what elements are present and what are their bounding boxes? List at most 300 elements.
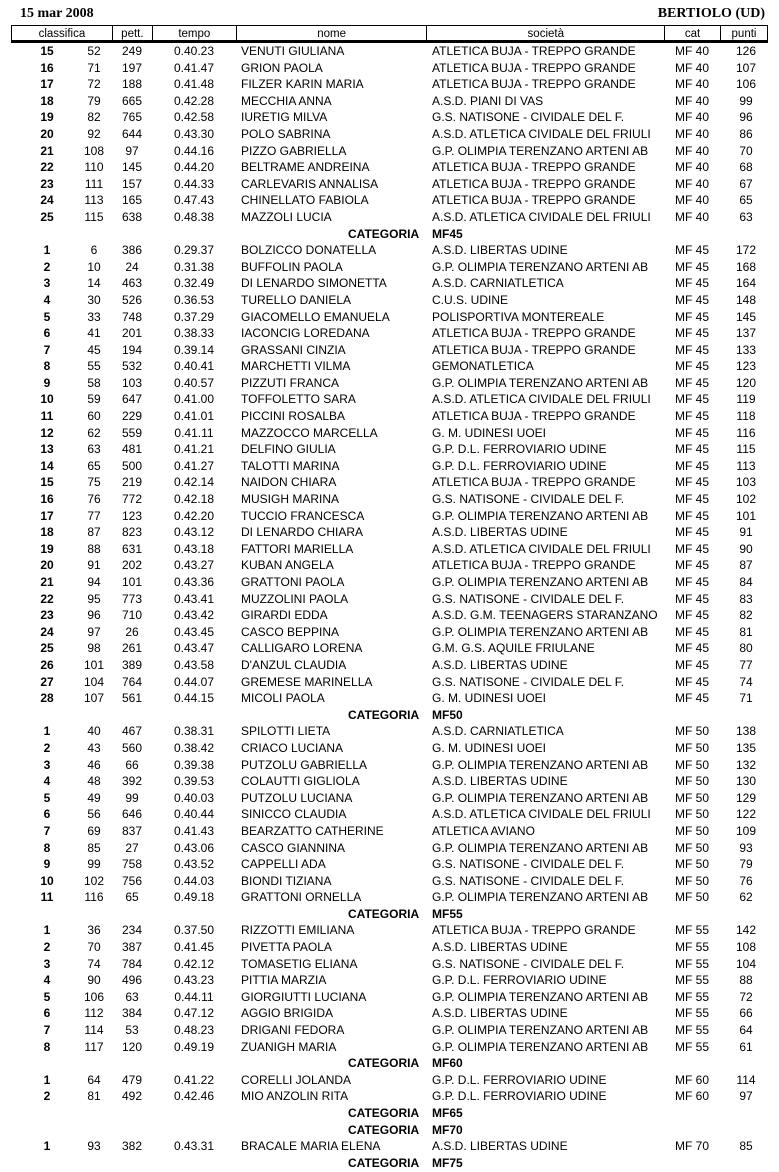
overall-place: 88 — [87, 541, 101, 556]
category-code: MF 40 — [675, 60, 710, 75]
table-row — [0, 126, 779, 143]
points: 132 — [735, 757, 757, 772]
athlete-name: GIACOMELLO EMANUELA — [241, 309, 390, 324]
club-name: A.S.D. ATLETICA CIVIDALE DEL FRIULI — [432, 392, 651, 407]
overall-place: 81 — [87, 1089, 101, 1104]
overall-place: 96 — [87, 608, 101, 623]
category-code: MF 45 — [675, 525, 710, 540]
category-code: MF 50 — [675, 890, 710, 905]
athlete-name: BELTRAME ANDREINA — [241, 160, 370, 175]
club-name: G.P. D.L. FERROVIARIO UDINE — [432, 1072, 607, 1087]
table-row — [0, 60, 779, 77]
club-name: A.S.D. LIBERTAS UDINE — [432, 243, 568, 258]
points: 168 — [735, 259, 757, 274]
points: 142 — [735, 923, 757, 938]
table-row — [0, 192, 779, 209]
rank: 18 — [40, 93, 54, 108]
table-row — [0, 823, 779, 840]
athlete-name: PIZZO GABRIELLA — [241, 143, 347, 158]
athlete-name: MUZZOLINI PAOLA — [241, 591, 349, 606]
table-row — [0, 259, 779, 276]
category-code: MF 60 — [675, 1089, 710, 1104]
table-row — [0, 474, 779, 491]
rank: 24 — [40, 624, 54, 639]
club-name: G.S. NATISONE - CIVIDALE DEL F. — [432, 591, 625, 606]
category-heading — [0, 906, 779, 923]
club-name: G.S. NATISONE - CIVIDALE DEL F. — [432, 956, 625, 971]
rank: 1 — [43, 1139, 51, 1154]
points: 101 — [735, 508, 757, 523]
points: 61 — [739, 1039, 753, 1054]
club-name: G.P. OLIMPIA TERENZANO ARTENI AB — [432, 508, 649, 523]
time: 0.38.42 — [173, 740, 215, 755]
col-pett: pett. — [112, 26, 152, 42]
table-row — [0, 209, 779, 226]
time: 0.43.31 — [173, 1139, 215, 1154]
athlete-name: GRASSANI CINZIA — [241, 342, 346, 357]
points: 84 — [739, 575, 753, 589]
col-societa: società — [427, 26, 665, 42]
overall-place: 60 — [87, 409, 101, 424]
rank: 2 — [43, 740, 51, 755]
bib-number: 386 — [121, 243, 143, 258]
overall-place: 77 — [87, 508, 101, 523]
bib-number: 631 — [121, 541, 143, 556]
rank: 15 — [40, 44, 54, 58]
table-row — [0, 989, 779, 1006]
athlete-name: PITTIA MARZIA — [241, 973, 327, 988]
bib-number: 467 — [121, 724, 143, 739]
category-code: MF 45 — [675, 508, 710, 523]
rank: 5 — [43, 790, 51, 805]
athlete-name: IACONCIG LOREDANA — [241, 326, 370, 341]
points: 86 — [739, 126, 753, 141]
overall-place: 116 — [84, 890, 104, 905]
athlete-name: FATTORI MARIELLA — [241, 541, 354, 556]
rank: 6 — [43, 1006, 51, 1021]
bib-number: 559 — [121, 425, 143, 440]
rank: 20 — [40, 126, 54, 141]
rank: 25 — [40, 209, 54, 224]
table-row — [0, 557, 779, 574]
points: 148 — [735, 292, 757, 307]
category-heading — [0, 1105, 779, 1122]
time: 0.42.58 — [173, 110, 215, 125]
points: 145 — [735, 309, 757, 324]
athlete-name: TALOTTI MARINA — [241, 458, 340, 473]
rank: 23 — [40, 176, 54, 191]
time: 0.42.12 — [173, 956, 215, 971]
category-code: MF 45 — [675, 326, 710, 341]
points: 79 — [739, 857, 753, 872]
club-name: G.P. OLIMPIA TERENZANO ARTENI AB — [432, 143, 649, 158]
table-row — [0, 574, 779, 591]
category-value: MF65 — [432, 1106, 463, 1120]
points: 96 — [739, 110, 753, 125]
athlete-name: FILZER KARIN MARIA — [241, 77, 364, 92]
bib-number: 194 — [121, 342, 143, 357]
athlete-name: DI LENARDO SIMONETTA — [241, 276, 387, 291]
category-code: MF 50 — [675, 757, 710, 772]
table-row — [0, 690, 779, 707]
athlete-name: CALLIGARO LORENA — [241, 641, 363, 656]
time: 0.42.18 — [173, 492, 215, 507]
club-name: G.P. OLIMPIA TERENZANO ARTENI AB — [432, 375, 649, 390]
time: 0.41.11 — [174, 425, 214, 440]
points: 91 — [739, 525, 753, 540]
category-code: MF 45 — [675, 442, 710, 457]
athlete-name: DRIGANI FEDORA — [241, 1023, 345, 1038]
rank: 17 — [40, 77, 54, 92]
rank: 2 — [43, 259, 51, 274]
category-code: MF 55 — [675, 956, 710, 971]
club-name: A.S.D. CARNIATLETICA — [432, 724, 564, 739]
table-row — [0, 358, 779, 375]
overall-place: 55 — [87, 359, 101, 374]
points: 74 — [739, 674, 753, 689]
points: 113 — [736, 458, 756, 473]
bib-number: 496 — [121, 973, 143, 988]
bib-number: 823 — [121, 525, 143, 540]
table-row — [0, 740, 779, 757]
table-row — [0, 309, 779, 326]
club-name: G.P. OLIMPIA TERENZANO ARTENI AB — [432, 757, 649, 772]
rank: 21 — [40, 143, 54, 158]
overall-place: 91 — [87, 558, 101, 573]
overall-place: 49 — [87, 790, 101, 805]
category-code: MF 45 — [675, 475, 710, 490]
overall-place: 115 — [84, 209, 104, 224]
category-code: MF 50 — [675, 740, 710, 755]
table-row — [0, 889, 779, 906]
table-row — [0, 624, 779, 641]
category-code: MF 70 — [675, 1139, 710, 1154]
table-row — [0, 275, 779, 292]
rank: 19 — [40, 110, 54, 125]
time: 0.44.03 — [173, 873, 215, 888]
time: 0.39.38 — [173, 757, 215, 772]
category-code: MF 45 — [675, 575, 710, 589]
bib-number: 197 — [121, 60, 143, 75]
category-code: MF 40 — [675, 93, 710, 108]
category-value: MF55 — [432, 906, 463, 921]
points: 104 — [735, 956, 757, 971]
club-name: G.P. D.L. FERROVIARIO UDINE — [432, 458, 607, 473]
club-name: ATLETICA BUJA - TREPPO GRANDE — [432, 193, 636, 208]
points: 87 — [739, 558, 753, 573]
club-name: G.S. NATISONE - CIVIDALE DEL F. — [432, 857, 625, 872]
points: 66 — [739, 1006, 753, 1021]
points: 90 — [739, 541, 753, 556]
time: 0.41.22 — [173, 1072, 215, 1087]
points: 99 — [739, 93, 753, 108]
category-code: MF 50 — [675, 790, 710, 805]
club-name: ATLETICA BUJA - TREPPO GRANDE — [432, 326, 636, 341]
table-row — [0, 176, 779, 193]
club-name: A.S.D. ATLETICA CIVIDALE DEL FRIULI — [432, 126, 651, 141]
club-name: A.S.D. ATLETICA CIVIDALE DEL FRIULI — [432, 541, 651, 556]
bib-number: 710 — [121, 608, 143, 623]
rank: 25 — [40, 641, 54, 656]
rank: 1 — [43, 724, 51, 739]
club-name: ATLETICA BUJA - TREPPO GRANDE — [432, 409, 636, 424]
rank: 3 — [43, 956, 51, 971]
bib-number: 99 — [125, 790, 139, 805]
time: 0.49.19 — [173, 1039, 215, 1054]
table-row — [0, 508, 779, 525]
athlete-name: MUSIGH MARINA — [241, 492, 340, 507]
points: 72 — [739, 989, 753, 1004]
time: 0.43.52 — [173, 857, 215, 872]
time: 0.39.14 — [173, 342, 215, 357]
overall-place: 74 — [87, 956, 101, 971]
bib-number: 665 — [121, 93, 143, 108]
time: 0.43.27 — [173, 558, 215, 573]
overall-place: 41 — [87, 326, 101, 341]
overall-place: 6 — [90, 243, 98, 258]
athlete-name: GIORGIUTTI LUCIANA — [241, 989, 367, 1004]
time: 0.41.01 — [173, 409, 215, 424]
overall-place: 75 — [87, 475, 101, 490]
club-name: A.S.D. CARNIATLETICA — [432, 276, 564, 291]
overall-place: 92 — [87, 126, 101, 141]
club-name: G.P. D.L. FERROVIARIO UDINE — [432, 442, 607, 457]
overall-place: 52 — [87, 44, 101, 58]
overall-place: 10 — [87, 259, 101, 274]
athlete-name: CASCO BEPPINA — [241, 624, 340, 639]
points: 114 — [736, 1072, 756, 1087]
table-row — [0, 757, 779, 774]
points: 83 — [739, 591, 753, 606]
athlete-name: MECCHIA ANNA — [241, 93, 332, 108]
points: 109 — [735, 823, 757, 838]
category-code: MF 45 — [675, 458, 710, 473]
overall-place: 114 — [84, 1023, 104, 1038]
points: 88 — [739, 973, 753, 988]
table-row — [0, 342, 779, 359]
rank: 15 — [40, 475, 54, 490]
points: 93 — [739, 840, 753, 855]
athlete-name: TUCCIO FRANCESCA — [241, 508, 365, 523]
club-name: A.S.D. LIBERTAS UDINE — [432, 1006, 568, 1021]
bib-number: 392 — [121, 774, 143, 789]
category-heading — [0, 1055, 779, 1072]
time: 0.44.33 — [173, 176, 215, 191]
club-name: G.P. OLIMPIA TERENZANO ARTENI AB — [432, 1023, 649, 1038]
club-name: G.P. OLIMPIA TERENZANO ARTENI AB — [432, 989, 649, 1004]
overall-place: 110 — [84, 160, 104, 175]
category-heading — [0, 707, 779, 724]
points: 108 — [735, 940, 757, 955]
points: 82 — [739, 608, 753, 623]
athlete-name: CRIACO LUCIANA — [241, 740, 344, 755]
rank: 1 — [43, 1072, 51, 1087]
points: 107 — [735, 60, 757, 75]
overall-place: 95 — [87, 591, 101, 606]
overall-place: 94 — [87, 575, 101, 589]
points: 130 — [735, 774, 757, 789]
athlete-name: GREMESE MARINELLA — [241, 674, 373, 689]
overall-place: 82 — [87, 110, 101, 125]
time: 0.43.18 — [173, 541, 215, 556]
club-name: G.S. NATISONE - CIVIDALE DEL F. — [432, 492, 625, 507]
table-row — [0, 76, 779, 93]
points: 116 — [736, 425, 756, 440]
rank: 10 — [40, 873, 54, 888]
rank: 4 — [43, 292, 51, 307]
points: 103 — [735, 475, 757, 490]
table-row — [0, 425, 779, 442]
table-row — [0, 1072, 779, 1089]
time: 0.42.14 — [173, 475, 215, 490]
rank: 11 — [40, 890, 54, 905]
table-row — [0, 524, 779, 541]
bib-number: 65 — [125, 890, 139, 905]
category-code: MF 50 — [675, 724, 710, 739]
club-name: ATLETICA BUJA - TREPPO GRANDE — [432, 475, 636, 490]
category-code: MF 45 — [675, 309, 710, 324]
table-row — [0, 43, 779, 60]
athlete-name: MAZZOLI LUCIA — [241, 209, 332, 224]
points: 119 — [736, 392, 756, 407]
time: 0.31.38 — [173, 259, 215, 274]
category-code: MF 45 — [675, 359, 710, 374]
category-code: MF 45 — [675, 259, 710, 274]
bib-number: 157 — [121, 176, 143, 191]
col-punti: punti — [721, 26, 768, 42]
time: 0.40.57 — [173, 375, 215, 390]
rank: 7 — [43, 342, 51, 357]
club-name: POLISPORTIVA MONTEREALE — [432, 309, 605, 324]
points: 164 — [735, 276, 757, 291]
bib-number: 500 — [121, 458, 143, 473]
rank: 9 — [43, 857, 51, 872]
bib-number: 764 — [121, 674, 143, 689]
points: 68 — [739, 160, 753, 175]
bib-number: 479 — [121, 1072, 143, 1087]
bib-number: 561 — [121, 691, 143, 706]
time: 0.43.47 — [173, 641, 215, 656]
time: 0.41.48 — [173, 77, 215, 92]
time: 0.44.15 — [173, 691, 215, 706]
athlete-name: BEARZATTO CATHERINE — [241, 823, 384, 838]
rank: 27 — [40, 674, 54, 689]
athlete-name: AGGIO BRIGIDA — [241, 1006, 334, 1021]
category-label: CATEGORIA — [348, 906, 420, 921]
bib-number: 638 — [121, 209, 143, 224]
rank: 14 — [40, 458, 54, 473]
report-place: BERTIOLO (UD) — [657, 6, 765, 21]
club-name: G.P. D.L. FERROVIARIO UDINE — [432, 1089, 607, 1104]
category-code: MF 40 — [675, 176, 710, 191]
table-row — [0, 591, 779, 608]
table-row — [0, 391, 779, 408]
table-row — [0, 541, 779, 558]
time: 0.38.31 — [173, 724, 215, 739]
category-code: MF 55 — [675, 923, 710, 938]
time: 0.42.20 — [173, 508, 215, 523]
category-value: MF50 — [432, 707, 463, 722]
time: 0.43.23 — [173, 973, 215, 988]
overall-place: 58 — [87, 375, 101, 390]
rank: 22 — [40, 591, 54, 606]
overall-place: 113 — [84, 193, 104, 208]
club-name: ATLETICA BUJA - TREPPO GRANDE — [432, 160, 636, 175]
category-code: MF 50 — [675, 857, 710, 872]
points: 137 — [735, 326, 757, 341]
rank: 22 — [40, 160, 54, 175]
bib-number: 201 — [121, 326, 143, 341]
time: 0.38.33 — [173, 326, 215, 341]
table-row — [0, 375, 779, 392]
overall-place: 63 — [87, 442, 101, 457]
bib-number: 837 — [121, 823, 143, 838]
points: 85 — [739, 1139, 753, 1154]
athlete-name: PUTZOLU GABRIELLA — [241, 757, 368, 772]
bib-number: 463 — [121, 276, 143, 291]
overall-place: 98 — [87, 641, 101, 656]
rank: 26 — [40, 657, 54, 672]
bib-number: 532 — [121, 359, 143, 374]
bib-number: 26 — [125, 624, 139, 639]
club-name: G. M. UDINESI UOEI — [432, 740, 547, 755]
time: 0.37.29 — [173, 309, 215, 324]
athlete-name: CAPPELLI ADA — [241, 857, 326, 872]
category-code: MF 45 — [675, 691, 710, 706]
time: 0.41.45 — [173, 940, 215, 955]
overall-place: 99 — [87, 857, 101, 872]
table-row — [0, 657, 779, 674]
rank: 4 — [43, 973, 51, 988]
points: 67 — [739, 176, 753, 191]
col-cat: cat — [665, 26, 721, 42]
category-code: MF 50 — [675, 774, 710, 789]
points: 80 — [739, 641, 753, 656]
club-name: G.P. OLIMPIA TERENZANO ARTENI AB — [432, 575, 649, 589]
bib-number: 66 — [125, 757, 139, 772]
club-name: ATLETICA BUJA - TREPPO GRANDE — [432, 77, 636, 92]
category-code: MF 45 — [675, 624, 710, 639]
time: 0.47.12 — [173, 1006, 215, 1021]
overall-place: 14 — [87, 276, 101, 291]
time: 0.41.00 — [173, 392, 215, 407]
club-name: G.P. OLIMPIA TERENZANO ARTENI AB — [432, 840, 649, 855]
time: 0.29.37 — [173, 243, 215, 258]
athlete-name: BUFFOLIN PAOLA — [241, 259, 343, 274]
category-code: MF 55 — [675, 1039, 710, 1054]
time: 0.44.20 — [173, 160, 215, 175]
bib-number: 644 — [121, 126, 143, 141]
table-row — [0, 1005, 779, 1022]
category-code: MF 45 — [675, 425, 710, 440]
category-code: MF 50 — [675, 823, 710, 838]
col-classifica: classifica — [12, 26, 113, 42]
table-row — [0, 972, 779, 989]
category-heading — [0, 226, 779, 243]
category-heading — [0, 1122, 779, 1139]
overall-place: 104 — [83, 674, 105, 689]
club-name: ATLETICA BUJA - TREPPO GRANDE — [432, 923, 636, 938]
rank: 7 — [43, 823, 51, 838]
athlete-name: CARLEVARIS ANNALISA — [241, 176, 379, 191]
category-code: MF 45 — [675, 392, 710, 407]
athlete-name: MICOLI PAOLA — [241, 691, 325, 706]
bib-number: 120 — [121, 1039, 143, 1054]
time: 0.44.11 — [174, 989, 214, 1004]
overall-place: 59 — [87, 392, 101, 407]
table-row — [0, 1039, 779, 1056]
table-row — [0, 1088, 779, 1105]
